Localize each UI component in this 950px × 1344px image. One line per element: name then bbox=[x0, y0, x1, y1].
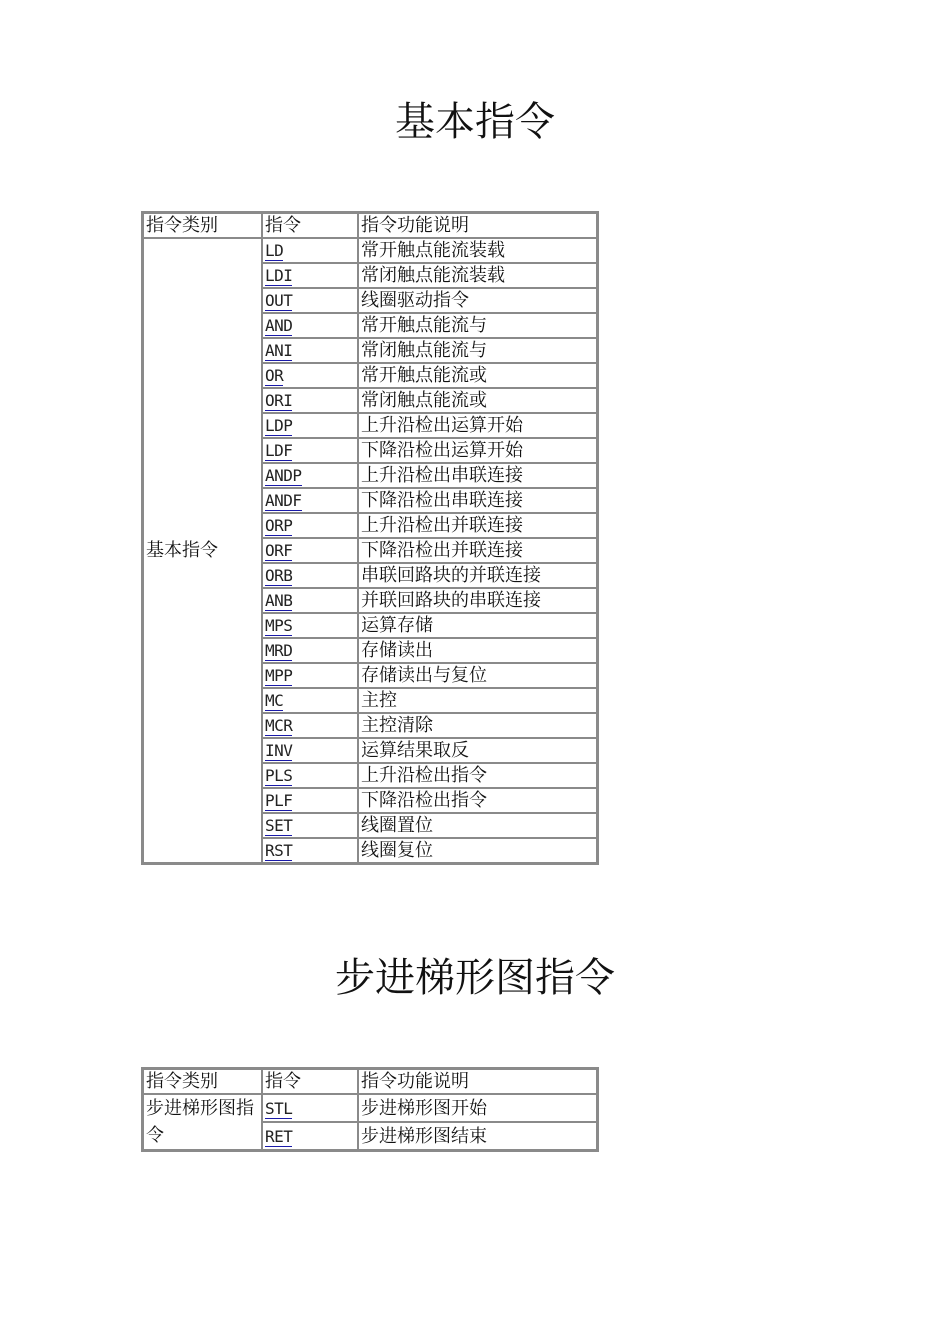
instruction-link[interactable]: MC bbox=[265, 691, 284, 710]
section-title-step: 步进梯形图指令 bbox=[335, 955, 615, 1001]
instruction-cell bbox=[262, 1094, 358, 1122]
description-cell: 常开触点能流装载 bbox=[358, 238, 597, 263]
instruction-cell bbox=[262, 1122, 358, 1150]
instruction-cell bbox=[262, 388, 358, 413]
instruction-link[interactable]: LDF bbox=[265, 441, 293, 460]
description-cell: 线圈置位 bbox=[358, 813, 597, 838]
table-row bbox=[143, 238, 597, 263]
instruction-cell bbox=[262, 713, 358, 738]
instruction-link[interactable]: ORI bbox=[265, 391, 293, 410]
instruction-link[interactable]: AND bbox=[265, 316, 293, 335]
description-cell: 常闭触点能流与 bbox=[358, 338, 597, 363]
instruction-cell bbox=[262, 513, 358, 538]
description-cell: 上升沿检出串联连接 bbox=[358, 463, 597, 488]
description-cell: 线圈复位 bbox=[358, 838, 597, 863]
step-ladder-instructions-table bbox=[141, 1067, 599, 1152]
instruction-link[interactable]: OUT bbox=[265, 291, 293, 310]
description-cell: 运算存储 bbox=[358, 613, 597, 638]
instruction-cell bbox=[262, 563, 358, 588]
instruction-cell bbox=[262, 738, 358, 763]
instruction-link[interactable]: ANI bbox=[265, 341, 293, 360]
description-cell: 存储读出 bbox=[358, 638, 597, 663]
description-cell: 下降沿检出指令 bbox=[358, 788, 597, 813]
description-cell: 步进梯形图结束 bbox=[358, 1122, 597, 1150]
description-cell: 常开触点能流与 bbox=[358, 313, 597, 338]
instruction-link[interactable]: ANDF bbox=[265, 491, 302, 510]
instruction-cell bbox=[262, 688, 358, 713]
description-cell: 主控清除 bbox=[358, 713, 597, 738]
description-cell: 串联回路块的并联连接 bbox=[358, 563, 597, 588]
instruction-link[interactable]: RET bbox=[265, 1126, 293, 1146]
instruction-link[interactable]: ORP bbox=[265, 516, 293, 535]
instruction-cell bbox=[262, 363, 358, 388]
header-category: 指令类别 bbox=[143, 1069, 262, 1094]
table-header-row bbox=[143, 213, 597, 238]
instruction-cell bbox=[262, 613, 358, 638]
instruction-cell bbox=[262, 463, 358, 488]
header-description: 指令功能说明 bbox=[358, 1069, 597, 1094]
instruction-link[interactable]: ANDP bbox=[265, 466, 302, 485]
instruction-link[interactable]: LD bbox=[265, 241, 284, 260]
instruction-link[interactable]: OR bbox=[265, 366, 284, 385]
description-cell: 运算结果取反 bbox=[358, 738, 597, 763]
instruction-link[interactable]: STL bbox=[265, 1098, 293, 1118]
instruction-link[interactable]: ORF bbox=[265, 541, 293, 560]
instruction-link[interactable]: INV bbox=[265, 741, 293, 760]
description-cell: 线圈驱动指令 bbox=[358, 288, 597, 313]
instruction-cell bbox=[262, 338, 358, 363]
instruction-link[interactable]: LDI bbox=[265, 266, 293, 285]
instruction-cell bbox=[262, 238, 358, 263]
description-cell: 主控 bbox=[358, 688, 597, 713]
description-cell: 常闭触点能流或 bbox=[358, 388, 597, 413]
category-cell: 基本指令 bbox=[143, 238, 262, 863]
instruction-link[interactable]: PLS bbox=[265, 766, 293, 785]
instruction-link[interactable]: MPP bbox=[265, 666, 293, 685]
table-header-row bbox=[143, 1069, 597, 1094]
header-description: 指令功能说明 bbox=[358, 213, 597, 238]
instruction-link[interactable]: ANB bbox=[265, 591, 293, 610]
description-cell: 存储读出与复位 bbox=[358, 663, 597, 688]
instruction-cell bbox=[262, 538, 358, 563]
instruction-cell bbox=[262, 288, 358, 313]
instruction-link[interactable]: SET bbox=[265, 816, 293, 835]
description-cell: 上升沿检出并联连接 bbox=[358, 513, 597, 538]
header-instruction: 指令 bbox=[262, 1069, 358, 1094]
description-cell: 上升沿检出指令 bbox=[358, 763, 597, 788]
description-cell: 并联回路块的串联连接 bbox=[358, 588, 597, 613]
instruction-link[interactable]: PLF bbox=[265, 791, 293, 810]
instruction-link[interactable]: MCR bbox=[265, 716, 293, 735]
description-cell: 下降沿检出并联连接 bbox=[358, 538, 597, 563]
category-cell: 步进梯形图指令 bbox=[143, 1094, 262, 1150]
description-cell: 下降沿检出运算开始 bbox=[358, 438, 597, 463]
instruction-cell bbox=[262, 638, 358, 663]
instruction-cell bbox=[262, 313, 358, 338]
table-row bbox=[143, 1094, 597, 1122]
description-cell: 上升沿检出运算开始 bbox=[358, 413, 597, 438]
header-category: 指令类别 bbox=[143, 213, 262, 238]
instruction-link[interactable]: RST bbox=[265, 841, 293, 860]
description-cell: 步进梯形图开始 bbox=[358, 1094, 597, 1122]
instruction-cell bbox=[262, 663, 358, 688]
instruction-link[interactable]: LDP bbox=[265, 416, 293, 435]
instruction-cell bbox=[262, 438, 358, 463]
description-cell: 常开触点能流或 bbox=[358, 363, 597, 388]
instruction-cell bbox=[262, 788, 358, 813]
instruction-link[interactable]: MPS bbox=[265, 616, 293, 635]
instruction-cell bbox=[262, 413, 358, 438]
description-cell: 下降沿检出串联连接 bbox=[358, 488, 597, 513]
instruction-cell bbox=[262, 263, 358, 288]
header-instruction: 指令 bbox=[262, 213, 358, 238]
instruction-cell bbox=[262, 488, 358, 513]
instruction-cell bbox=[262, 588, 358, 613]
instruction-link[interactable]: MRD bbox=[265, 641, 293, 660]
instruction-cell bbox=[262, 763, 358, 788]
description-cell: 常闭触点能流装载 bbox=[358, 263, 597, 288]
instruction-link[interactable]: ORB bbox=[265, 566, 293, 585]
basic-instructions-table bbox=[141, 211, 599, 865]
section-title-basic: 基本指令 bbox=[395, 99, 555, 145]
instruction-cell bbox=[262, 838, 358, 863]
instruction-cell bbox=[262, 813, 358, 838]
